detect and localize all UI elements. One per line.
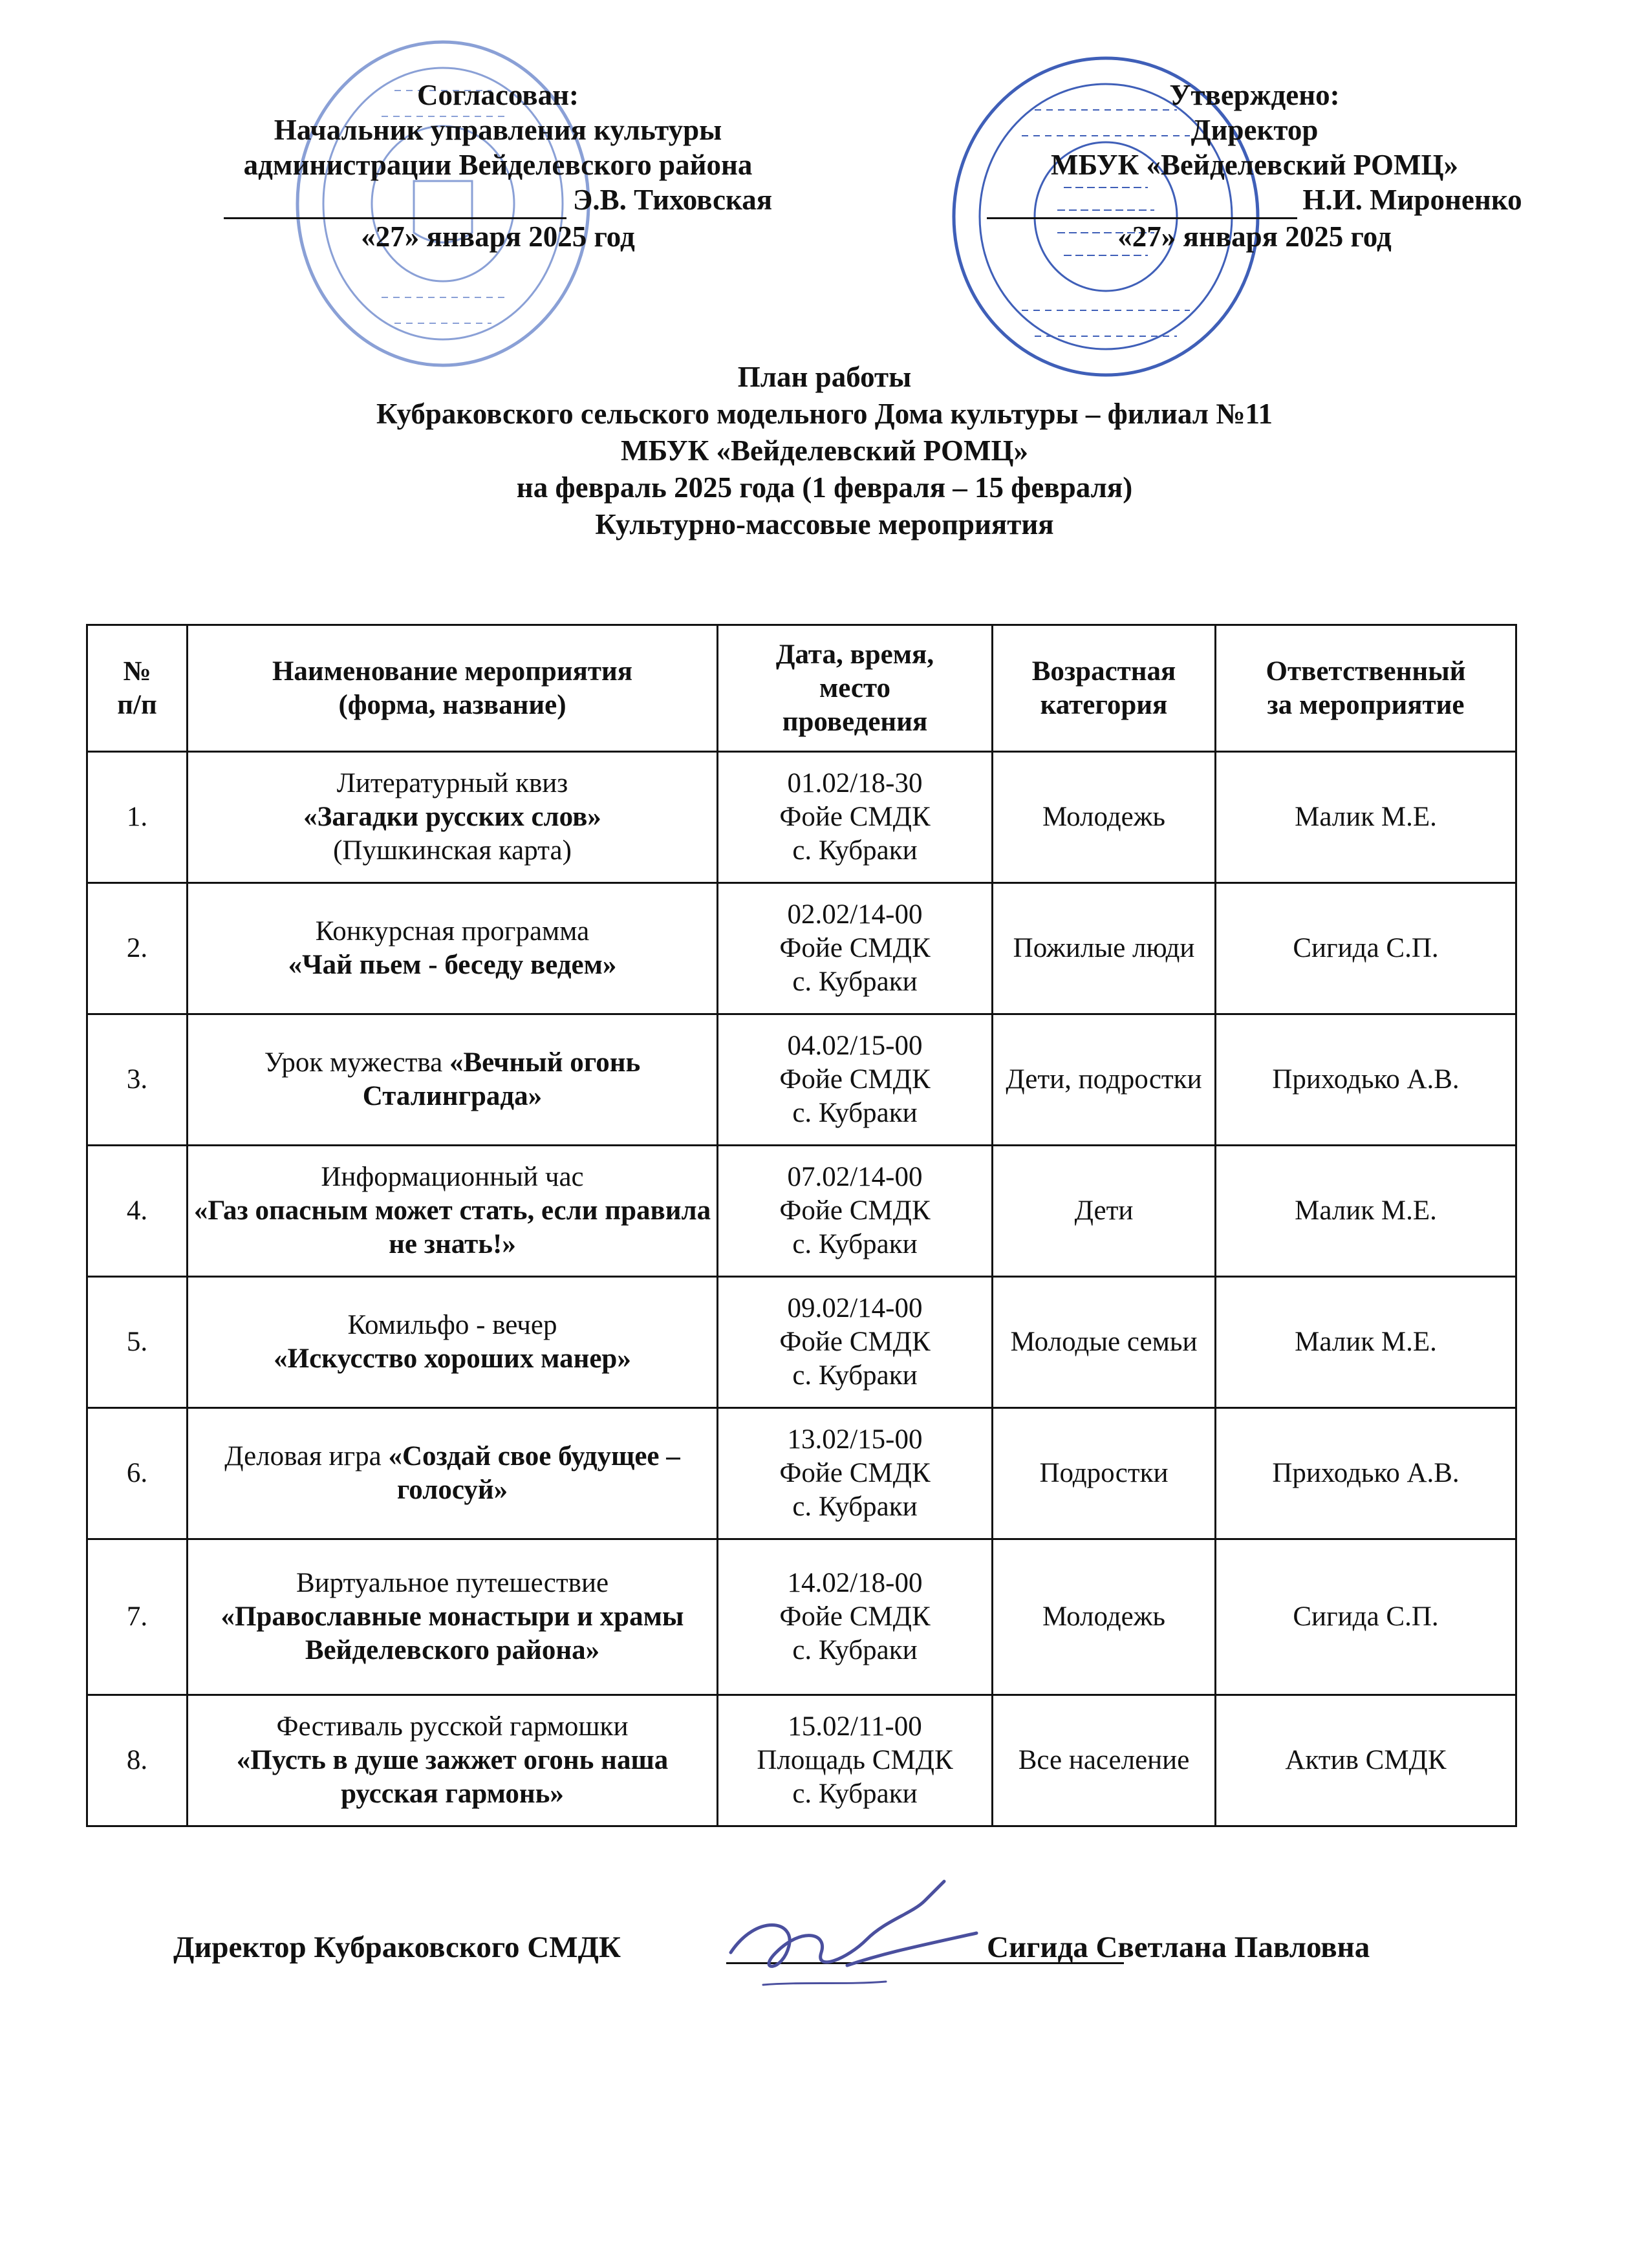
row-date-place <box>718 1695 993 1826</box>
row-event <box>188 1014 718 1146</box>
title-line-4: на февраль 2025 года (1 февраля – 15 февраля) <box>516 471 1133 504</box>
row-date-place <box>718 1408 993 1539</box>
event-form: Информационный час <box>321 1162 584 1192</box>
row-event <box>188 883 718 1014</box>
row-age: Пожилые люди <box>993 883 1216 1014</box>
title-line-2: Кубраковского сельского модельного Дома культуры – филиал №11 <box>376 398 1273 430</box>
header-date-line2: место <box>819 672 891 703</box>
director-title: Директор Кубраковского СМДК <box>173 1931 621 1964</box>
event-title: «Загадки русских слов» <box>303 802 601 832</box>
approval-block-right <box>931 78 1578 254</box>
event-form: Комильфо - вечер <box>347 1310 557 1340</box>
header-date-line3: проведения <box>782 706 928 737</box>
header-age-category <box>993 625 1216 752</box>
row-num: 3. <box>87 1014 188 1146</box>
row-date-place <box>718 752 993 883</box>
row-age: Дети <box>993 1146 1216 1277</box>
event-form: Виртуальное путешествие <box>296 1568 609 1598</box>
row-date-place <box>718 883 993 1014</box>
handwritten-signature <box>718 1875 989 2004</box>
table-row <box>87 1014 1516 1146</box>
row-num: 8. <box>87 1695 188 1826</box>
event-place: Фойе СМДК <box>779 1064 931 1095</box>
row-num: 2. <box>87 883 188 1014</box>
header-event-name <box>188 625 718 752</box>
event-title: «Газ опасным может стать, если правила не знать!» <box>193 1195 711 1259</box>
row-date-place <box>718 1539 993 1695</box>
approval-left-position: Начальник управления культуры <box>274 114 722 146</box>
approval-right-date: «27» января 2025 год <box>1117 220 1392 253</box>
table-row <box>87 883 1516 1014</box>
row-responsible: Малик М.Е. <box>1216 1146 1516 1277</box>
event-title: «Вечный огонь Сталинграда» <box>362 1047 641 1111</box>
event-date: 01.02/18-30 <box>787 768 923 798</box>
event-village: с. Кубраки <box>792 1779 918 1809</box>
event-village: с. Кубраки <box>792 1360 918 1391</box>
event-date: 14.02/18-00 <box>787 1568 923 1598</box>
row-num: 4. <box>87 1146 188 1277</box>
row-event <box>188 1408 718 1539</box>
header-num-line2: п/п <box>117 689 157 720</box>
header-resp-line2: за мероприятие <box>1267 689 1465 720</box>
event-village: с. Кубраки <box>792 1492 918 1522</box>
title-line-1: План работы <box>737 361 912 393</box>
table-row <box>87 1277 1516 1408</box>
approval-right-signature-row <box>931 182 1578 219</box>
event-place: Фойе СМДК <box>779 1601 931 1632</box>
header-name-line2: (форма, название) <box>338 689 566 720</box>
row-age: Молодежь <box>993 752 1216 883</box>
event-place: Фойе СМДК <box>779 933 931 963</box>
row-responsible: Малик М.Е. <box>1216 752 1516 883</box>
row-num: 5. <box>87 1277 188 1408</box>
approval-left-signature-line <box>224 182 566 219</box>
event-title: «Искусство хороших манер» <box>274 1343 631 1374</box>
row-event <box>188 1539 718 1695</box>
approval-right-name: Н.И. Мироненко <box>1302 184 1522 216</box>
event-form: Фестиваль русской гармошки <box>276 1711 629 1742</box>
row-responsible: Актив СМДК <box>1216 1695 1516 1826</box>
event-title: «Чай пьем - беседу ведем» <box>288 950 617 980</box>
approval-right-status: Утверждено: <box>1169 79 1340 111</box>
document-title <box>129 359 1520 543</box>
event-form: Конкурсная программа <box>315 916 590 947</box>
row-age: Молодые семьи <box>993 1277 1216 1408</box>
event-place: Площадь СМДК <box>757 1745 953 1775</box>
approval-right-position: Директор <box>1191 114 1319 146</box>
event-place: Фойе СМДК <box>779 1327 931 1357</box>
approval-left-date: «27» января 2025 год <box>361 220 635 253</box>
row-date-place <box>718 1014 993 1146</box>
event-village: с. Кубраки <box>792 1635 918 1665</box>
row-event <box>188 752 718 883</box>
title-line-5: Культурно-массовые мероприятия <box>595 508 1054 540</box>
row-age: Дети, подростки <box>993 1014 1216 1146</box>
approval-block-left <box>129 78 867 254</box>
event-village: с. Кубраки <box>792 967 918 997</box>
table-row <box>87 1408 1516 1539</box>
approval-left-name: Э.В. Тиховская <box>572 184 773 216</box>
row-event <box>188 1277 718 1408</box>
approval-right-signature-line <box>987 182 1297 219</box>
events-table <box>86 624 1517 1827</box>
header-responsible <box>1216 625 1516 752</box>
table-row <box>87 1146 1516 1277</box>
table-row <box>87 1539 1516 1695</box>
event-form: Литературный квиз <box>336 768 568 798</box>
row-responsible: Сигида С.П. <box>1216 883 1516 1014</box>
header-age-line1: Возрастная <box>1031 656 1176 687</box>
row-num: 1. <box>87 752 188 883</box>
header-num-line1: № <box>123 656 151 687</box>
event-village: с. Кубраки <box>792 835 918 866</box>
event-date: 15.02/11-00 <box>788 1711 922 1742</box>
event-title: «Православные монастыри и храмы Вейделевского района» <box>221 1601 684 1665</box>
row-event <box>188 1695 718 1826</box>
event-note: (Пушкинская карта) <box>333 835 572 866</box>
director-name: Сигида Светлана Павловна <box>987 1931 1370 1964</box>
row-date-place <box>718 1146 993 1277</box>
event-date: 07.02/14-00 <box>787 1162 923 1192</box>
row-event <box>188 1146 718 1277</box>
event-title: «Создай свое будущее – голосуй» <box>388 1441 680 1505</box>
event-date: 13.02/15-00 <box>787 1424 923 1455</box>
event-title: «Пусть в душе зажжет огонь наша русская гармонь» <box>236 1745 669 1809</box>
row-num: 6. <box>87 1408 188 1539</box>
header-age-line2: категория <box>1040 689 1168 720</box>
row-responsible: Приходько А.В. <box>1216 1014 1516 1146</box>
header-date-place <box>718 625 993 752</box>
header-date-line1: Дата, время, <box>775 639 934 670</box>
row-responsible: Малик М.Е. <box>1216 1277 1516 1408</box>
row-age: Все население <box>993 1695 1216 1826</box>
row-num: 7. <box>87 1539 188 1695</box>
approval-left-org: администрации Вейделевского района <box>243 149 753 181</box>
approval-left-signature-row <box>129 182 867 219</box>
event-village: с. Кубраки <box>792 1229 918 1259</box>
event-place: Фойе СМДК <box>779 802 931 832</box>
approval-left-status: Согласован: <box>417 79 579 111</box>
table-header-row <box>87 625 1516 752</box>
approval-right-org: МБУК «Вейделевский РОМЦ» <box>1051 149 1458 181</box>
row-date-place <box>718 1277 993 1408</box>
event-date: 02.02/14-00 <box>787 899 923 930</box>
table-row <box>87 1695 1516 1826</box>
row-age: Молодежь <box>993 1539 1216 1695</box>
event-place: Фойе СМДК <box>779 1195 931 1226</box>
event-date: 09.02/14-00 <box>787 1293 923 1323</box>
header-resp-line1: Ответственный <box>1266 656 1466 687</box>
event-date: 04.02/15-00 <box>787 1031 923 1061</box>
event-form: Деловая игра <box>224 1441 389 1471</box>
event-village: с. Кубраки <box>792 1098 918 1128</box>
table-row <box>87 752 1516 883</box>
event-place: Фойе СМДК <box>779 1458 931 1488</box>
row-responsible: Сигида С.П. <box>1216 1539 1516 1695</box>
event-form: Урок мужества <box>264 1047 449 1078</box>
title-line-3: МБУК «Вейделевский РОМЦ» <box>621 434 1028 467</box>
row-responsible: Приходько А.В. <box>1216 1408 1516 1539</box>
row-age: Подростки <box>993 1408 1216 1539</box>
header-num <box>87 625 188 752</box>
header-name-line1: Наименование мероприятия <box>272 656 633 687</box>
